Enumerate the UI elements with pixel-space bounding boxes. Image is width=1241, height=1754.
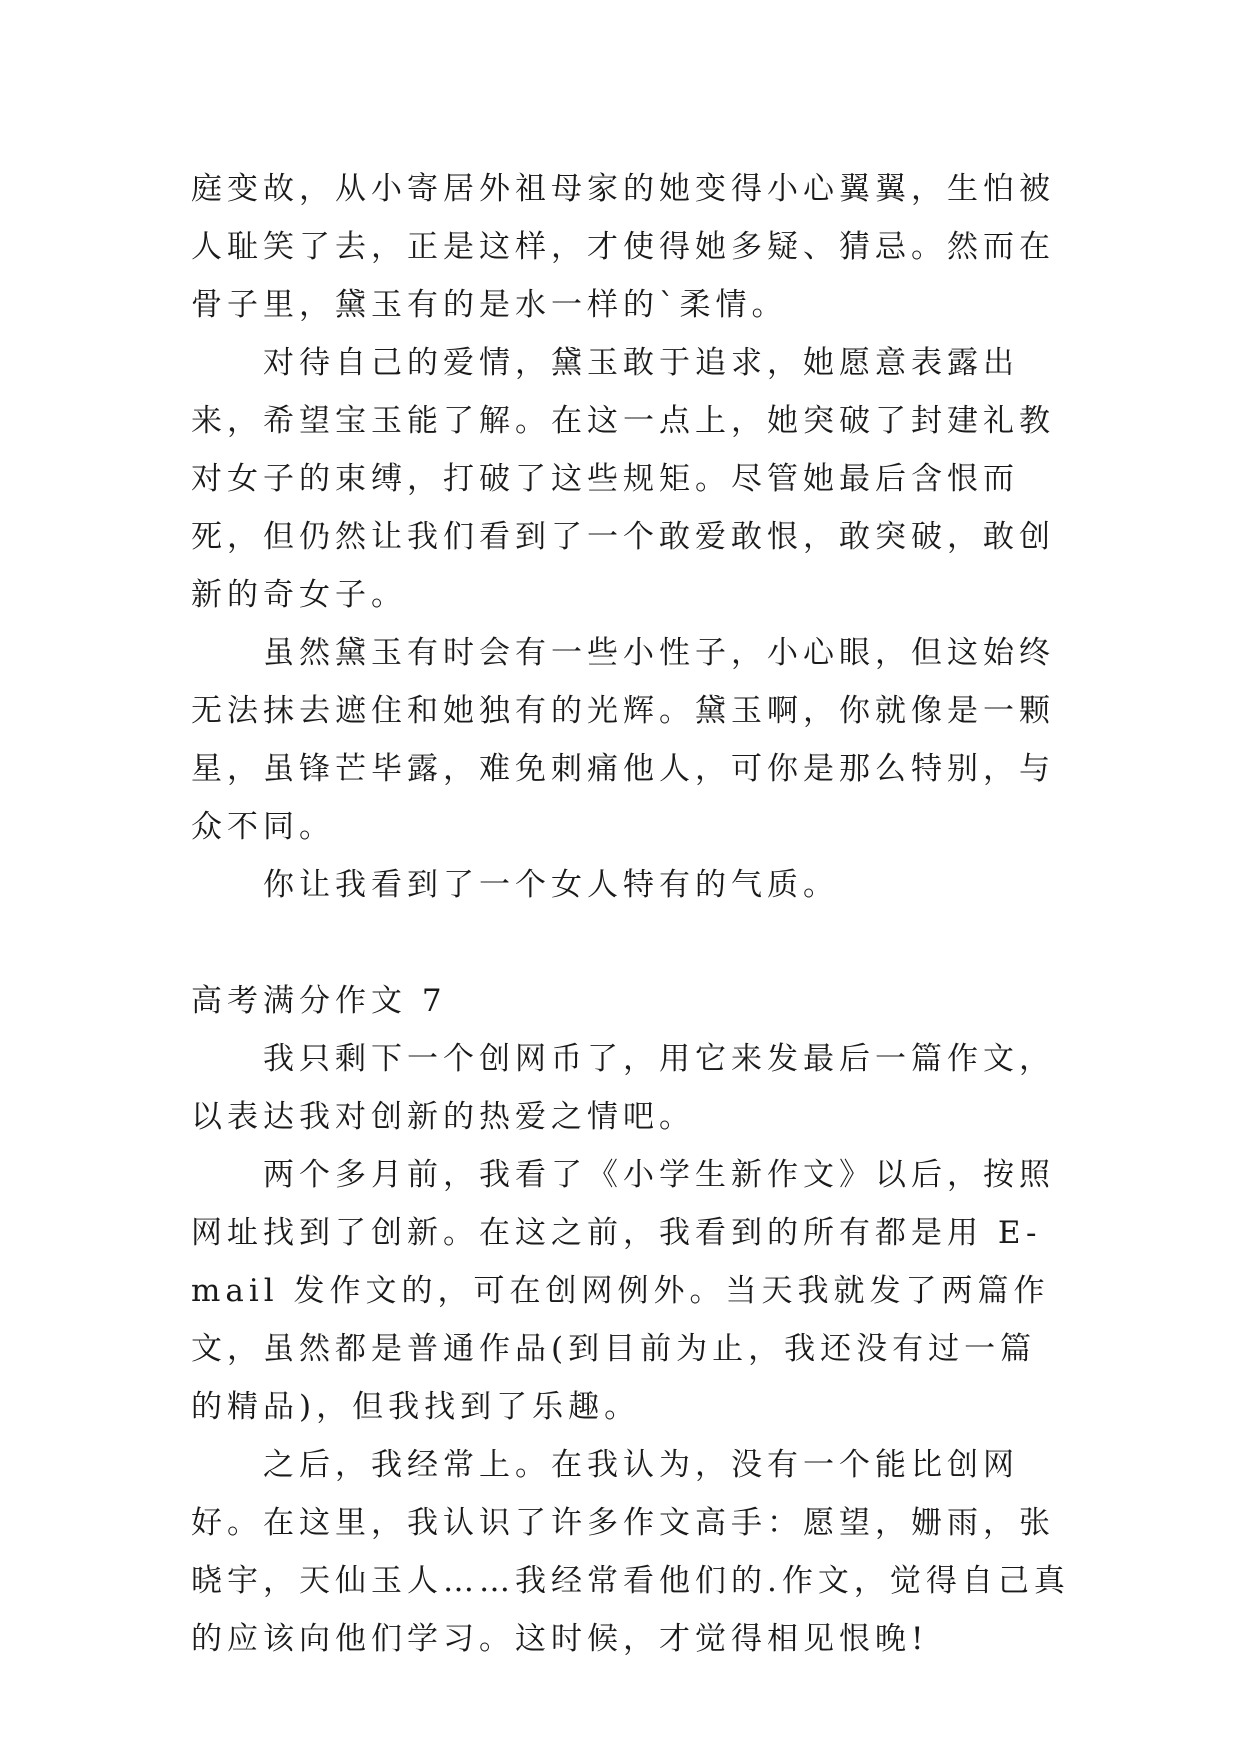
paragraph: 之后，我经常上。在我认为，没有一个能比创网好。在这里，我认识了许多作文高手：愿望，姗雨，张晓宇，天仙玉人……我经常看他们的.作文，觉得自己真的应该向他们学习。这时候，才觉得相见恨晚! <box>191 1447 1070 1657</box>
paragraph: 我只剩下一个创网币了，用它来发最后一篇作文，以表达我对创新的热爱之情吧。 <box>191 1041 1055 1135</box>
document-body <box>191 160 1071 1668</box>
section-heading: 高考满分作文 7 <box>191 983 447 1019</box>
paragraph: 虽然黛玉有时会有一些小性子，小心眼，但这始终无法抹去遮住和她独有的光辉。黛玉啊，你就像是一颗星，虽锋芒毕露，难免刺痛他人，可你是那么特别，与众不同。 <box>191 635 1055 845</box>
paragraph: 两个多月前，我看了《小学生新作文》以后，按照网址找到了创新。在这之前，我看到的所有都是用 E-mail 发作文的，可在创网例外。当天我就发了两篇作文，虽然都是普通作品(到目前为止，我还没有过一篇的精品)，但我找到了乐趣。 <box>191 1157 1055 1425</box>
paragraph: 对待自己的爱情，黛玉敢于追求，她愿意表露出来，希望宝玉能了解。在这一点上，她突破了封建礼教对女子的束缚，打破了这些规矩。尽管她最后含恨而死，但仍然让我们看到了一个敢爱敢恨，敢突破，敢创新的奇女子。 <box>191 345 1055 613</box>
paragraph: 你让我看到了一个女人特有的气质。 <box>191 867 839 903</box>
paragraph: 庭变故，从小寄居外祖母家的她变得小心翼翼，生怕被人耻笑了去，正是这样，才使得她多疑、猜忌。然而在骨子里，黛玉有的是水一样的`柔情。 <box>191 171 1055 323</box>
